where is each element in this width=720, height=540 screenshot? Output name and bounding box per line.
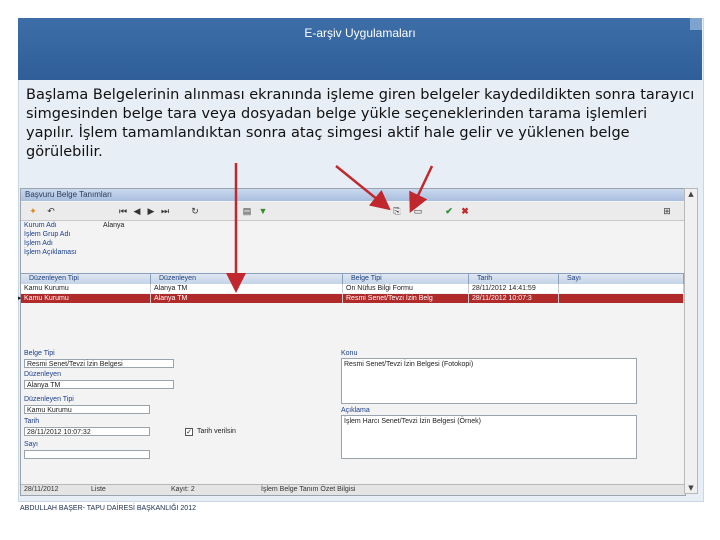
belge-tipi-label: Belge Tipi — [24, 350, 55, 357]
table-cell: Kamu Kurumu — [21, 284, 151, 293]
refresh-icon[interactable]: ↻ — [191, 206, 199, 216]
sayi-label: Sayı — [24, 441, 39, 448]
table-cell — [559, 294, 684, 303]
corner-decoration — [690, 18, 702, 30]
status-bar — [21, 484, 684, 495]
tarih-label: Tarih — [24, 418, 40, 425]
next-icon[interactable]: ▶ — [147, 206, 155, 216]
konu-textarea[interactable]: Resmi Senet/Tevzi İzin Belgesi (Fotokopi) — [341, 358, 637, 404]
cancel-icon[interactable]: ✖ — [461, 206, 469, 216]
aciklama-textarea[interactable]: İşlem Harcı Senet/Tevzi İzin Belgesi (Örnek) — [341, 415, 637, 459]
belge-tipi-field[interactable]: Resmi Senet/Tevzi İzin Belgesi — [24, 359, 174, 368]
table-cell: Kamu Kurumu — [21, 294, 151, 303]
table-cell: Alanya TM — [151, 284, 343, 293]
app-window — [20, 188, 686, 496]
table-cell: 28/11/2012 10:07:3 — [469, 294, 559, 303]
status-mode: Liste — [91, 486, 106, 493]
table-cell: Resmi Senet/Tevzi İzin Belg — [343, 294, 469, 303]
column-header[interactable]: Tarih — [469, 274, 559, 284]
app-window-title: Başvuru Belge Tanımları — [21, 189, 685, 201]
first-icon[interactable]: ⏮ — [118, 206, 128, 216]
status-screen: İşlem Belge Tanım Özet Bilgisi — [261, 486, 356, 493]
kurum-value: Alanya — [103, 222, 125, 229]
detail-form — [21, 349, 684, 467]
row-pointer-icon: ▸ — [18, 295, 22, 302]
aciklama-label: Açıklama — [341, 407, 370, 414]
kurum-label: Kurum Adı — [24, 222, 57, 229]
islem-label: İşlem Adı — [24, 240, 53, 247]
info-panel — [21, 222, 501, 258]
duzenleyen-tipi-label: Düzenleyen Tipi — [24, 396, 74, 403]
aciklama-info-label: İşlem Açıklaması — [24, 249, 77, 256]
duzenleyen-tipi-field[interactable]: Kamu Kurumu — [24, 405, 150, 414]
column-header[interactable]: Belge Tipi — [343, 274, 469, 284]
tarih-checkbox-label: Tarih verilsin — [197, 428, 236, 435]
column-header[interactable]: Düzenleyen — [151, 274, 343, 284]
column-header[interactable]: Sayı — [559, 274, 684, 284]
scanner-icon[interactable]: ▭ — [413, 206, 423, 216]
table-cell: Ön Nüfus Bilgi Formu — [343, 284, 469, 293]
toolbar — [21, 202, 685, 221]
table-cell — [559, 284, 684, 293]
prev-icon[interactable]: ◀ — [133, 206, 141, 216]
filter-icon[interactable]: ▼ — [258, 206, 268, 216]
new-icon[interactable]: ✦ — [29, 206, 37, 216]
grup-label: İşlem Grup Adı — [24, 231, 71, 238]
duzenleyen-field[interactable]: Alanya TM — [24, 380, 174, 389]
tarih-checkbox[interactable]: ✓ — [186, 429, 192, 436]
vertical-scrollbar[interactable] — [684, 188, 698, 494]
table-row-selected[interactable] — [18, 294, 684, 303]
konu-label: Konu — [341, 350, 358, 357]
back-icon[interactable]: ↶ — [47, 206, 55, 216]
help-icon[interactable]: ⊞ — [663, 206, 671, 216]
slide-header — [18, 18, 702, 80]
table-row[interactable] — [21, 284, 684, 293]
slide-body-text: Başlama Belgelerinin alınması ekranında işleme giren belgeler kaydedildikten sonra tarayıcı simgesinden belge tara veya dosyadan belge yükle seçeneklerinden tarama işlemleri yapılır. İşlem tamamlandıktan sonra ataç simgesi aktif hale gelir ve yüklenen belge görülebilir. — [26, 87, 695, 160]
status-date: 28/11/2012 — [24, 486, 59, 493]
sayi-field[interactable] — [24, 450, 150, 459]
table-cell: 28/11/2012 14:41:59 — [469, 284, 559, 293]
attachment-icon[interactable]: ⎘ — [393, 206, 401, 216]
scroll-down-icon[interactable]: ▼ — [688, 484, 694, 492]
column-header[interactable]: Düzenleyen Tipi — [21, 274, 151, 284]
tarih-field[interactable]: 28/11/2012 10:07:32 — [24, 427, 150, 436]
print-icon[interactable]: ▤ — [242, 206, 252, 216]
slide-footer: ABDULLAH BAŞER- TAPU DAİRESİ BAŞKANLIĞI 2012 — [20, 505, 196, 512]
slide-title: E-arşiv Uygulamaları — [304, 26, 416, 40]
scroll-up-icon[interactable]: ▲ — [688, 190, 694, 198]
table-cell: Alanya TM — [151, 294, 343, 303]
duzenleyen-label: Düzenleyen — [24, 371, 61, 378]
status-record: Kayıt: 2 — [171, 486, 195, 493]
confirm-icon[interactable]: ✔ — [445, 206, 453, 216]
last-icon[interactable]: ⏭ — [160, 206, 170, 216]
